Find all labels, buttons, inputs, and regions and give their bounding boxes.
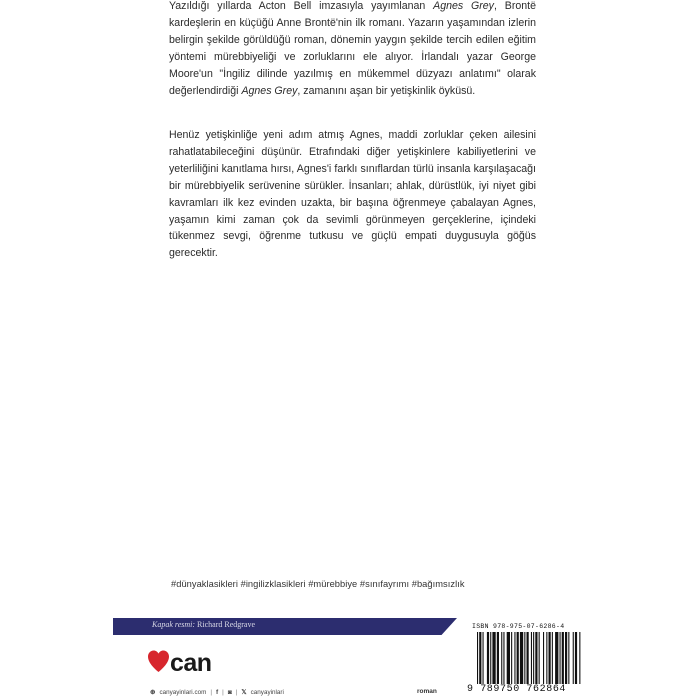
barcode-bar — [539, 632, 540, 684]
barcode-bar — [477, 632, 478, 684]
barcode-bar — [565, 632, 567, 684]
barcode-bar — [579, 632, 580, 684]
social-handle[interactable]: canyayinlari — [250, 688, 284, 696]
barcode-bar — [483, 632, 484, 684]
globe-icon: ⊕ — [150, 689, 156, 696]
barcode-bar — [503, 632, 504, 684]
barcode-bar — [527, 632, 529, 684]
description-paragraph-1-text — [169, 0, 536, 99]
cover-credit-name: Richard Redgrave — [197, 620, 256, 629]
barcode-bar — [533, 632, 534, 684]
hashtag: #ingilizklasikleri — [240, 579, 306, 589]
description-paragraph-1 — [169, 0, 536, 99]
hashtag: #mürebbiye — [308, 579, 358, 589]
description-text-run: , zamanını aşan bir yetişkinlik öyküsü. — [297, 84, 476, 97]
barcode — [477, 632, 581, 684]
barcode-bar — [497, 632, 499, 684]
divider: | — [210, 688, 212, 696]
publisher-logo — [148, 650, 232, 674]
barcode-bar — [552, 632, 553, 684]
description-text-run: Yazıldığı yıllarda Acton Bell imzasıyla yayımlanan — [169, 0, 434, 12]
hashtag: #dünyaklasikleri — [171, 579, 238, 589]
hashtag: #bağımsızlık — [411, 579, 465, 589]
hashtag-list — [171, 579, 551, 589]
barcode-bar — [568, 632, 569, 684]
barcode-bar — [546, 632, 547, 684]
barcode-bar — [490, 632, 491, 684]
barcode-bar — [524, 632, 525, 684]
instagram-icon[interactable]: ◙ — [227, 688, 232, 696]
barcode-bar — [511, 632, 512, 684]
ean-digits: 9 789750 762864 — [467, 684, 567, 695]
book-title-italic: Agnes Grey — [433, 0, 494, 12]
barcode-bar — [507, 632, 510, 684]
barcode-bar — [501, 632, 502, 684]
book-title-italic: Agnes Grey — [241, 84, 298, 97]
barcode-bar — [573, 632, 574, 684]
barcode-bar — [517, 632, 519, 684]
divider: | — [235, 688, 238, 696]
divider: | — [222, 688, 224, 696]
facebook-icon[interactable]: f — [216, 688, 219, 696]
genre-label: roman — [417, 688, 437, 695]
barcode-bar — [560, 632, 561, 684]
barcode-bar — [562, 632, 564, 684]
cover-credit-label: Kapak resmi: — [152, 620, 196, 629]
barcode-bar — [549, 632, 551, 684]
barcode-bar — [543, 632, 544, 684]
barcode-bar — [535, 632, 537, 684]
barcode-bar — [487, 632, 489, 684]
hashtag: #sınıfayrımı — [359, 579, 410, 589]
barcode-bar — [575, 632, 577, 684]
description-paragraph-2 — [169, 127, 536, 262]
description-text-run: , Brontë kardeşlerin en küçüğü Anne Brontë'nin ilk romanı. Yazarın yaşamından izlerin belirgin şekilde görüldüğü roman, dönemin yaygın şekilde tercih edilen eğitim yöntemi mürebbiyeliği ve zorluklarını ele alıyor. İrlandalı yazar George Moore'un "İngiliz dilinde yazılmış en mükemmel düzyazı anlatımı" olarak değerlendirdiği — [169, 0, 536, 97]
logo-wordmark: can — [170, 650, 212, 674]
publisher-footer — [150, 688, 284, 696]
barcode-bar — [531, 632, 532, 684]
barcode-bar — [492, 632, 495, 684]
x-icon[interactable]: 𝕏 — [241, 689, 247, 696]
barcode-bar — [514, 632, 515, 684]
barcode-bar — [479, 632, 481, 684]
isbn-label: ISBN 978-975-07-6286-4 — [472, 623, 565, 630]
barcode-bar — [520, 632, 523, 684]
publisher-website[interactable]: canyayinlari.com — [159, 688, 207, 696]
description-paragraph-2-text: Henüz yetişkinliğe yeni adım atmış Agnes, maddi zorluklar çeken ailesini rahatlatabileceğini düşünür. Etrafındaki diğer yetişkinlere kabiliyetlerini ve yeterliliğini kanıtlama hırsı, Agnes'i farklı sınıflardan türlü insanla karşılaşacağı bir mürebbiyelik serüvenine sürükler. İnsanları; ahlak, dürüstlük, iyi niyet gibi kavramları ilk kez evinden uzakta, bir başına öğrenmeye çabalayan Agnes, yaşamın kimi zaman çok da sevimli görünmeyen gerçeklerine, içindeki tükenmez sevgi, öğrenme tutkusu ve güçlü empati duygusuyla göğüs gerecektir. — [169, 129, 536, 260]
heart-icon — [148, 651, 169, 673]
cover-credit — [152, 620, 255, 629]
barcode-bar — [555, 632, 558, 684]
